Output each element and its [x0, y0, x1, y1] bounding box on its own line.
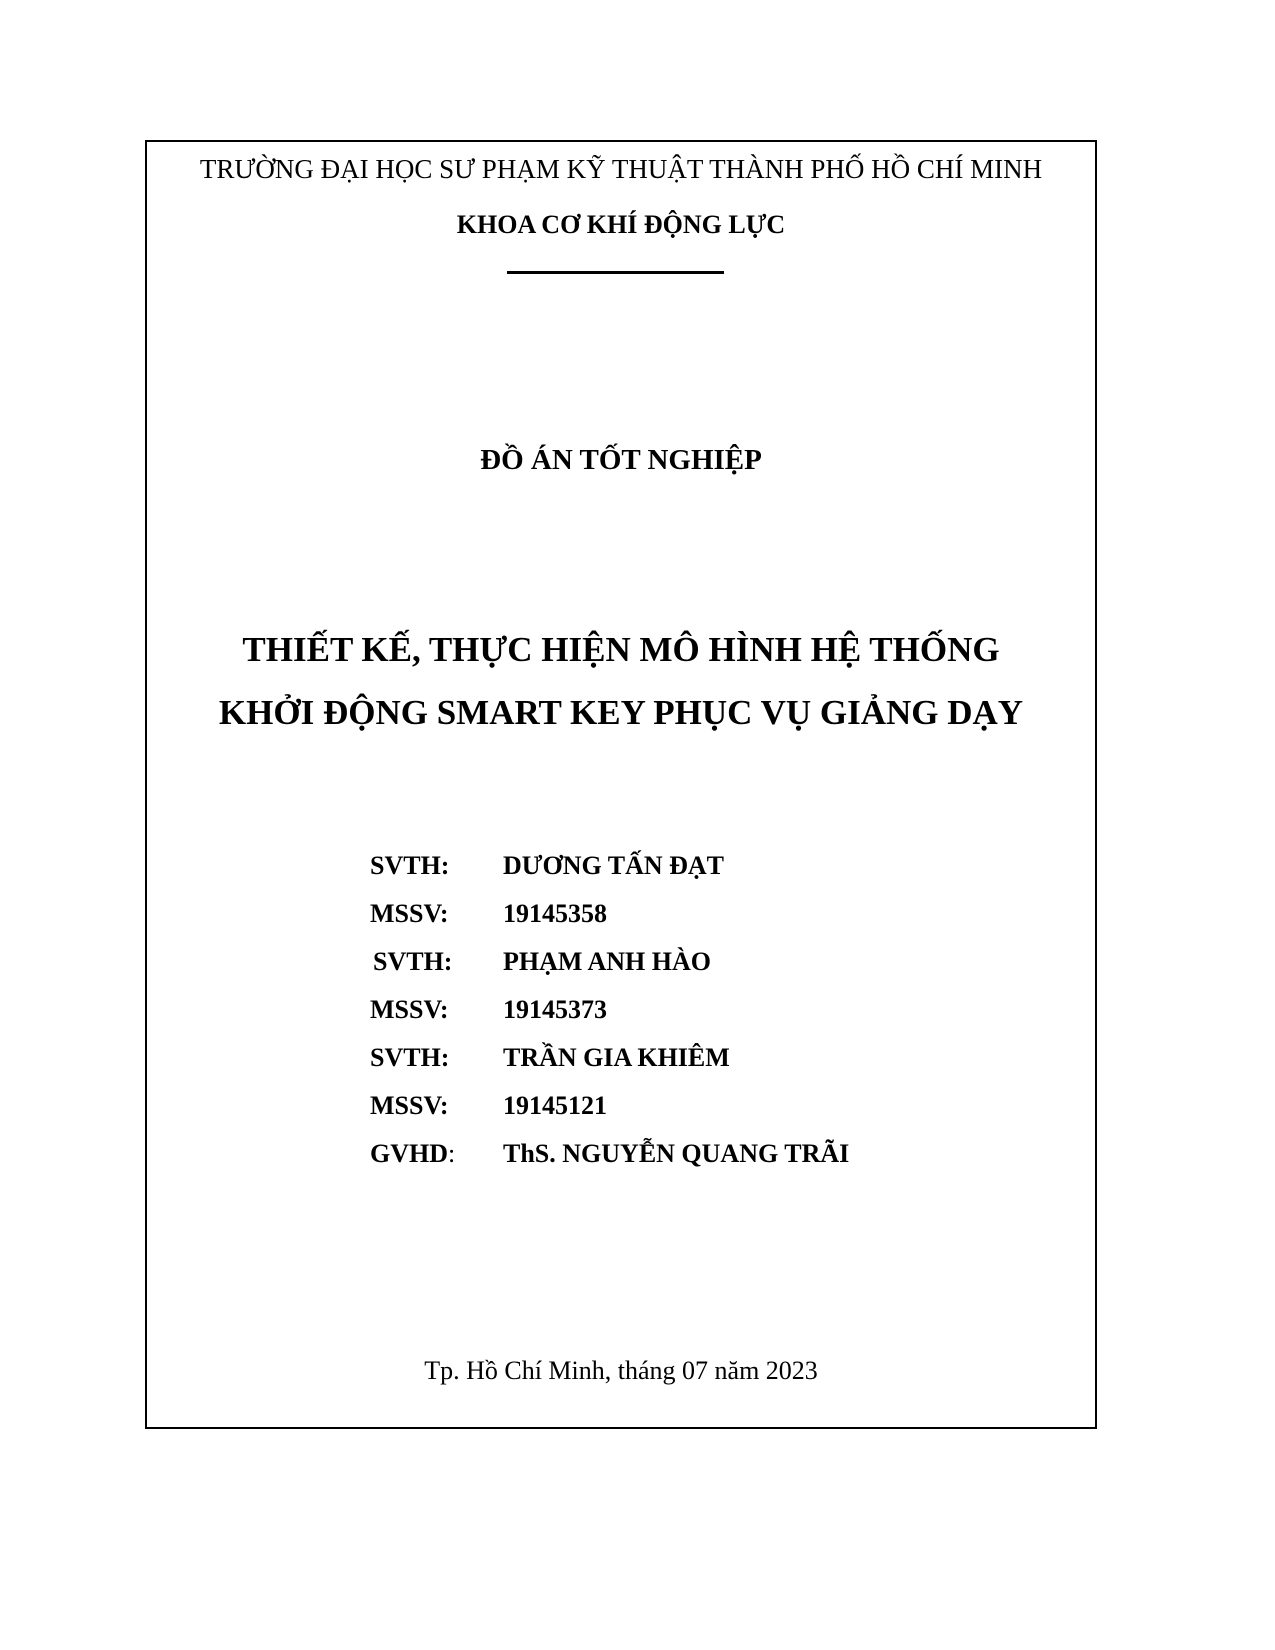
info-row [370, 1082, 849, 1130]
advisor-row [370, 1130, 849, 1178]
info-label: MSSV: [370, 1091, 449, 1120]
info-label: MSSV: [370, 899, 449, 928]
info-row [370, 842, 849, 890]
divider [507, 271, 724, 274]
faculty-name: KHOA CƠ KHÍ ĐỘNG LỰC [456, 210, 786, 239]
info-row [370, 938, 849, 986]
info-label: SVTH: [373, 947, 453, 976]
info-value: 19145121 [503, 1091, 607, 1120]
advisor-label-wrap [370, 1139, 503, 1169]
title-line-1: THIẾT KẾ, THỰC HIỆN MÔ HÌNH HỆ THỐNG [242, 630, 1000, 669]
student-info [370, 842, 849, 1178]
info-row [370, 986, 849, 1034]
title-line-2: KHỞI ĐỘNG SMART KEY PHỤC VỤ GIẢNG DẠY [218, 693, 1024, 732]
info-label: SVTH: [370, 851, 450, 880]
university-name: TRƯỜNG ĐẠI HỌC SƯ PHẠM KỸ THUẬT THÀNH PHỐ HỒ CHÍ MINH [199, 154, 1043, 184]
advisor-value: ThS. NGUYỄN QUANG TRÃI [503, 1139, 850, 1168]
info-value: DƯƠNG TẤN ĐẠT [503, 851, 725, 880]
info-value: 19145373 [503, 995, 607, 1024]
info-label: MSSV: [370, 995, 449, 1024]
info-value: TRẦN GIA KHIÊM [503, 1043, 730, 1072]
info-value: PHẠM ANH HÀO [503, 947, 711, 976]
document-type: ĐỒ ÁN TỐT NGHIỆP [480, 444, 762, 476]
info-row [370, 890, 849, 938]
info-label: SVTH: [370, 1043, 450, 1072]
info-value: 19145358 [503, 899, 607, 928]
page-border [145, 140, 1097, 1429]
advisor-label: GVHD [370, 1139, 448, 1168]
advisor-colon: : [448, 1139, 456, 1168]
info-row [370, 1034, 849, 1082]
place-date: Tp. Hồ Chí Minh, tháng 07 năm 2023 [424, 1356, 818, 1385]
